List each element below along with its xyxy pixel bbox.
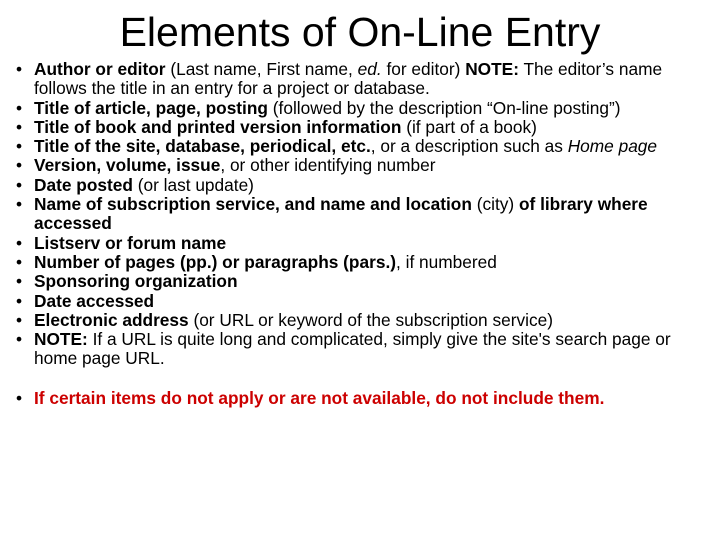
bullet-text	[34, 60, 716, 99]
bullet-marker: •	[15, 174, 23, 195]
bullet-text	[34, 156, 716, 175]
bullet-item	[4, 272, 716, 291]
bullet-item	[4, 60, 716, 99]
bullet-text	[34, 234, 716, 253]
bullet-item	[4, 156, 716, 175]
text-run: Title of article, page, posting	[34, 97, 268, 118]
text-run: ed.	[357, 59, 382, 79]
bullet-text	[34, 253, 716, 272]
final-note-item	[4, 389, 716, 408]
text-run: Home page	[567, 136, 658, 157]
bullet-text	[34, 118, 716, 137]
text-run: Listserv or forum name	[34, 232, 227, 253]
text-run: , if numbered	[396, 251, 497, 272]
bullet-item	[4, 99, 716, 118]
bullet-marker: •	[15, 155, 23, 176]
bullet-item	[4, 195, 716, 234]
bullet-text	[34, 137, 716, 156]
bullet-marker: •	[15, 329, 23, 350]
bullet-marker: •	[15, 59, 23, 79]
bullet-marker: •	[15, 309, 23, 330]
bullet-list	[4, 60, 716, 408]
bullet-item	[4, 311, 716, 330]
text-run: Title of book and printed version information	[34, 116, 402, 137]
text-run: Name of subscription service, and name and location	[34, 194, 472, 215]
text-run: The editor’s name follows the title in an entry for a project or database.	[34, 59, 667, 99]
bullet-marker: •	[15, 232, 23, 253]
text-run: NOTE:	[465, 59, 519, 79]
text-run: (or URL or keyword of the subscription service)	[188, 309, 553, 330]
text-run: Title of the site, database, periodical, etc.	[34, 136, 371, 157]
text-run: Date accessed	[34, 290, 155, 311]
text-run: , or a description such as	[370, 136, 568, 157]
bullet-marker: •	[15, 136, 23, 157]
text-run: for editor)	[381, 59, 466, 79]
bullet-item	[4, 118, 716, 137]
bullet-item	[4, 137, 716, 156]
text-run: Author or editor	[34, 59, 166, 79]
text-run: Date posted	[34, 174, 133, 195]
text-run: Electronic address	[34, 309, 189, 330]
bullet-text	[34, 176, 716, 195]
bullet-text	[34, 311, 716, 330]
bullet-marker: •	[15, 251, 23, 272]
bullet-marker: •	[15, 387, 23, 408]
bullet-text	[34, 330, 716, 369]
text-run: (city)	[471, 194, 519, 215]
text-run: Number of pages (pp.) or paragraphs (pars.)	[34, 251, 396, 272]
bullet-item	[4, 253, 716, 272]
bullet-marker: •	[15, 194, 23, 215]
bullet-text	[34, 292, 716, 311]
bullet-marker: •	[15, 290, 23, 311]
text-run: If a URL is quite long and complicated, simply give the site's search page or home page URL.	[34, 329, 676, 369]
bullet-marker: •	[15, 271, 23, 292]
text-run: (Last name, First name,	[165, 59, 358, 79]
bullet-item	[4, 234, 716, 253]
bullet-item	[4, 292, 716, 311]
text-run: NOTE:	[34, 329, 88, 350]
bullet-item	[4, 330, 716, 369]
final-note-text: If certain items do not apply or are not available, do not include them.	[34, 387, 605, 408]
bullet-text	[34, 195, 716, 234]
text-run: of library where accessed	[34, 194, 653, 234]
text-run: , or other identifying number	[220, 155, 436, 176]
bullet-text	[34, 99, 716, 118]
bullet-marker: •	[15, 116, 23, 137]
bullet-item	[4, 176, 716, 195]
text-run: (followed by the description “On-line posting”)	[267, 97, 621, 118]
text-run: (if part of a book)	[401, 116, 537, 137]
text-run: Sponsoring organization	[34, 271, 238, 292]
text-run: (or last update)	[132, 174, 254, 195]
bullet-text	[34, 272, 716, 291]
slide-title: Elements of On-Line Entry	[119, 9, 601, 55]
text-run: Version, volume, issue	[34, 155, 221, 176]
bullet-marker: •	[15, 97, 23, 118]
